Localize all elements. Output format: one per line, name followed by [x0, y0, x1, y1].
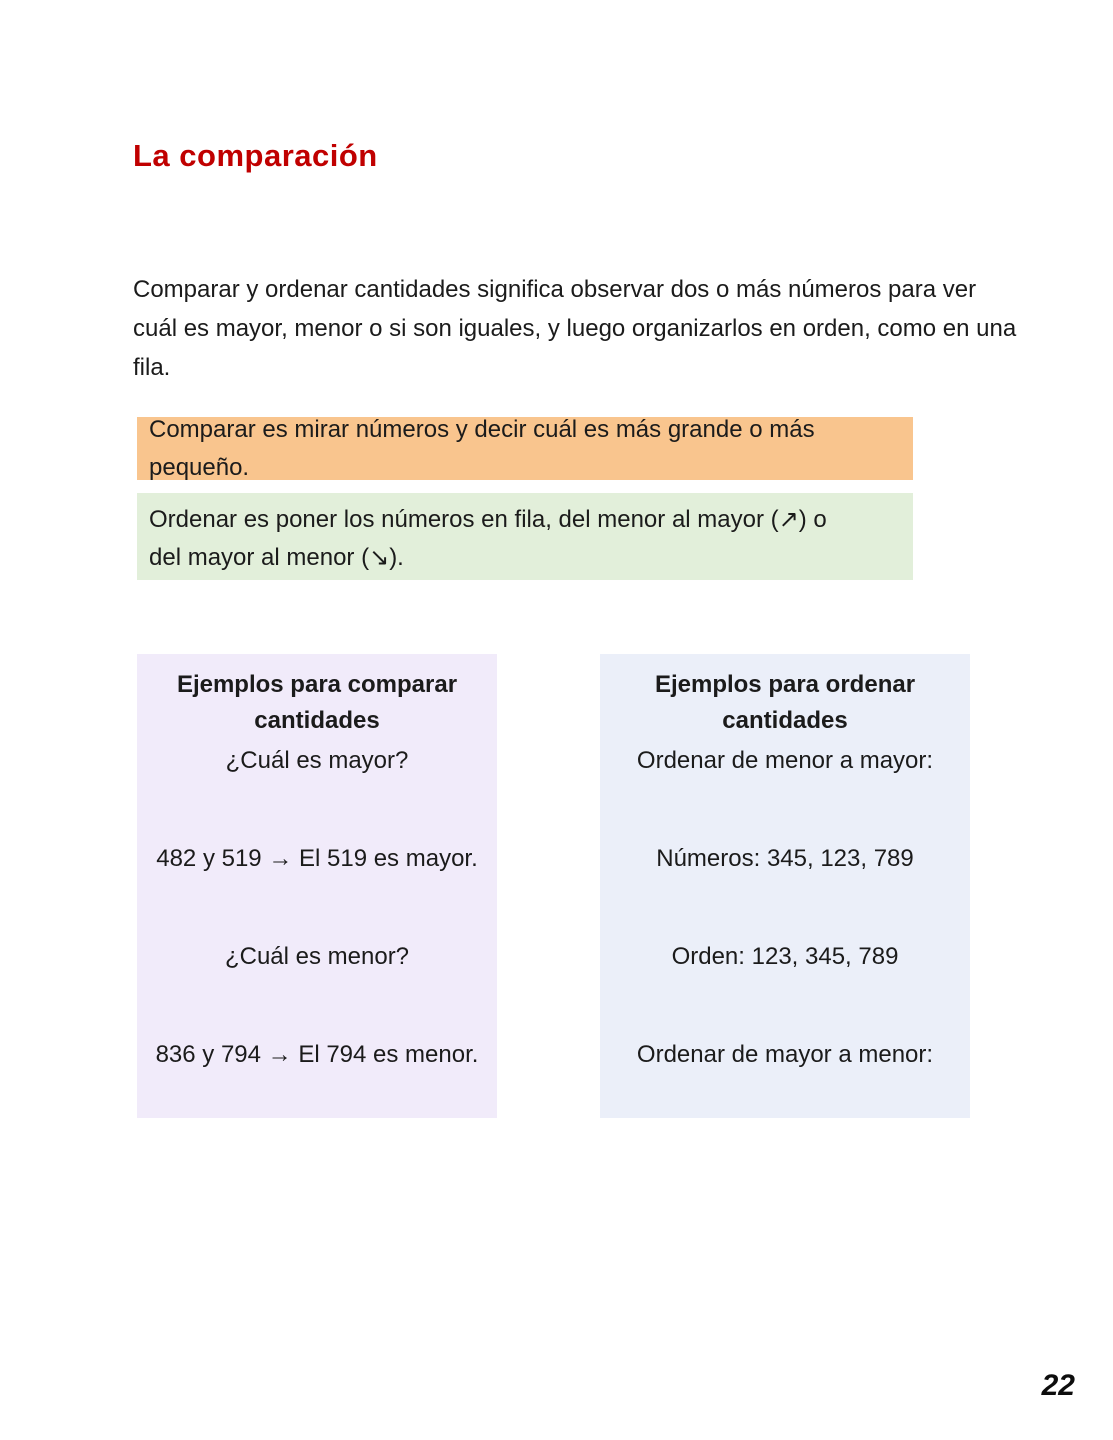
intro-paragraph: Comparar y ordenar cantidades significa observar dos o más números para ver cuál es mayor, menor o si son iguales, y luego organizarlos en orden, como en una fila.	[133, 276, 1017, 381]
page-number: 22	[1041, 1369, 1075, 1402]
compare-question-menor: ¿Cuál es menor?	[224, 943, 410, 970]
examples-order-title-line2: cantidades	[722, 707, 848, 734]
compare-example-mayor: 482 y 519 → El 519 es mayor.	[156, 845, 478, 872]
order-result: Orden: 123, 345, 789	[671, 943, 899, 970]
compare-example-menor: 836 y 794 → El 794 es menor.	[155, 1041, 479, 1068]
examples-order-title	[600, 667, 970, 739]
highlight-order	[137, 493, 913, 580]
examples-compare-box	[137, 654, 497, 1118]
examples-order-box	[600, 654, 970, 1118]
examples-order-title-line1: Ejemplos para ordenar	[654, 671, 916, 698]
order-instruction-asc: Ordenar de menor a mayor:	[636, 747, 934, 774]
order-instruction-desc: Ordenar de mayor a menor:	[636, 1041, 934, 1068]
highlight-compare	[137, 417, 913, 480]
examples-compare-title-line1: Ejemplos para comparar	[176, 671, 458, 698]
highlight-compare-text: Comparar es mirar números y decir cuál es más grande o más pequeño.	[149, 415, 815, 481]
examples-compare-title-line2: cantidades	[254, 707, 380, 734]
compare-question-mayor: ¿Cuál es mayor?	[225, 747, 409, 774]
page-title: La comparación	[133, 138, 378, 173]
order-numbers: Números: 345, 123, 789	[656, 845, 914, 872]
examples-compare-title	[137, 667, 497, 739]
highlight-order-text: Ordenar es poner los números en fila, del menor al mayor (↗) o del mayor al menor (↘).	[149, 506, 827, 571]
